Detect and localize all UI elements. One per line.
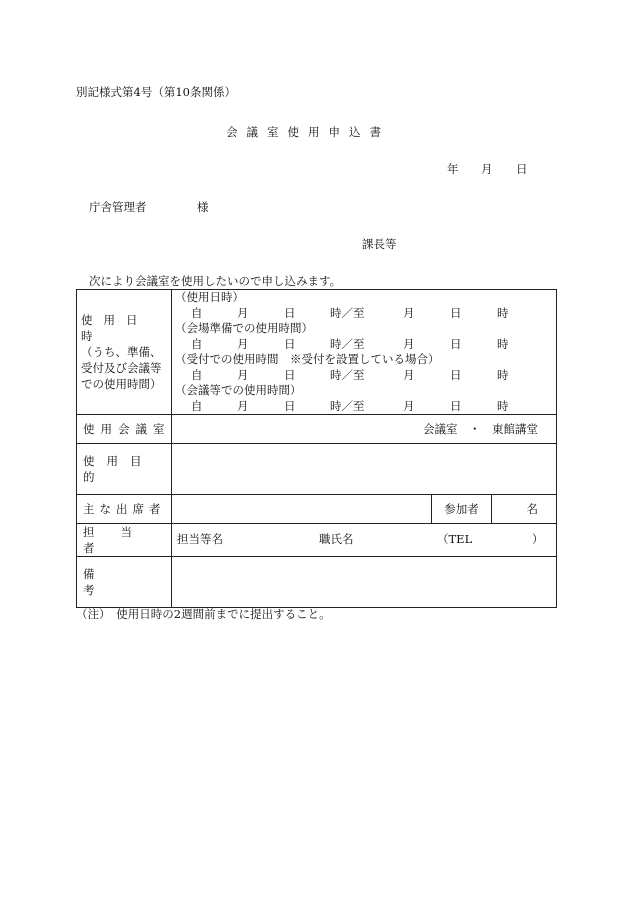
date-day: 日 (516, 162, 528, 176)
datetime-day-label: 日 (284, 336, 296, 351)
attendee-count-label: 参加者 (444, 502, 479, 516)
room-row (77, 415, 557, 444)
usage-datetime-row[interactable] (175, 399, 556, 415)
purpose-label-cell (77, 444, 172, 495)
contact-dept: 担当等名 (177, 532, 223, 546)
datetime-hour-label: 時 (497, 367, 509, 382)
remarks-label-cell (77, 557, 172, 608)
contact-tel-close: ） (532, 532, 544, 546)
usage-time-label-sub2: 受付及び会議等 (81, 361, 162, 375)
datetime-month-label: 月 (237, 398, 249, 413)
contact-tel-open: （TEL (437, 532, 473, 546)
usage-section-heading: （会場準備での使用時間） (175, 321, 313, 335)
datetime-month-label: 月 (237, 305, 249, 320)
datetime-from-label: 自 (191, 336, 203, 351)
usage-time-label: 使用日時 (81, 313, 149, 343)
datetime-day-label: 日 (284, 305, 296, 320)
datetime-day2-label: 日 (450, 305, 462, 320)
page-title: 会議室使用申込書 (226, 125, 390, 139)
usage-time-value-cell[interactable] (172, 290, 557, 415)
usage-datetime-row[interactable] (175, 306, 556, 322)
datetime-hour-to-label: 時／至 (330, 305, 365, 320)
room-label: 使用会議室 (83, 422, 171, 436)
datetime-month-label: 月 (237, 336, 249, 351)
datetime-day2-label: 日 (450, 367, 462, 382)
usage-section-heading: （会議等での使用時間） (175, 383, 302, 397)
attendees-row (77, 495, 557, 524)
datetime-from-label: 自 (191, 305, 203, 320)
remarks-row (77, 557, 557, 608)
usage-datetime-row[interactable] (175, 368, 556, 384)
attendees-label: 主な出席者 (83, 502, 166, 516)
form-reference: 別記様式第4号（第10条関係） (76, 85, 236, 99)
datetime-day2-label: 日 (450, 336, 462, 351)
purpose-value-cell[interactable] (172, 444, 557, 495)
usage-section-heading: （受付での使用時間 ※受付を設置している場合） (175, 352, 440, 366)
usage-time-label-sub3: での使用時間） (81, 377, 162, 391)
datetime-hour-label: 時 (497, 305, 509, 320)
honorific: 様 (197, 200, 209, 214)
contact-label: 担当者 (83, 525, 158, 555)
usage-time-label-cell (77, 290, 172, 415)
applicant-title: 課長等 (362, 237, 397, 251)
date-year: 年 (447, 162, 459, 176)
contact-row (77, 524, 557, 557)
contact-label-cell (77, 524, 172, 557)
datetime-month-label: 月 (237, 367, 249, 382)
datetime-hour-to-label: 時／至 (330, 336, 365, 351)
remarks-label: 備考 (83, 567, 153, 597)
room-value-cell[interactable] (172, 415, 557, 444)
room-label-cell (77, 415, 172, 444)
contact-name: 職氏名 (319, 532, 354, 546)
datetime-hour-to-label: 時／至 (330, 398, 365, 413)
datetime-day2-label: 日 (450, 398, 462, 413)
attendee-count-unit: 名 (526, 502, 538, 516)
room-value: 会議室 ・ 東館講堂 (423, 422, 538, 436)
attendees-label-cell (77, 495, 172, 524)
datetime-month2-label: 月 (403, 398, 415, 413)
usage-time-label-sub1: （うち、準備、 (81, 345, 162, 359)
purpose-label: 使用目的 (83, 454, 154, 484)
usage-time-sections (175, 290, 556, 414)
attendee-count-label-cell (432, 495, 492, 524)
purpose-row (77, 444, 557, 495)
datetime-from-label: 自 (191, 367, 203, 382)
attendee-count-cell[interactable] (492, 495, 557, 524)
datetime-hour-to-label: 時／至 (330, 367, 365, 382)
datetime-month2-label: 月 (403, 336, 415, 351)
datetime-day-label: 日 (284, 398, 296, 413)
datetime-day-label: 日 (284, 367, 296, 382)
datetime-hour-label: 時 (497, 336, 509, 351)
remarks-value-cell[interactable] (172, 557, 557, 608)
usage-section-heading: （使用日時） (175, 290, 244, 304)
footer-note: （注） 使用日時の2週間前までに提出すること。 (76, 607, 331, 621)
contact-value-cell[interactable] (172, 524, 557, 557)
intro-text: 次により会議室を使用したいので申し込みます。 (89, 274, 342, 288)
datetime-month2-label: 月 (403, 367, 415, 382)
usage-datetime-row[interactable] (175, 337, 556, 353)
addressee: 庁舎管理者 (89, 200, 147, 214)
application-form-table (76, 289, 557, 608)
datetime-hour-label: 時 (497, 398, 509, 413)
attendees-value-cell[interactable] (172, 495, 432, 524)
date-month: 月 (481, 162, 493, 176)
datetime-from-label: 自 (191, 398, 203, 413)
usage-time-row (77, 290, 557, 415)
datetime-month2-label: 月 (403, 305, 415, 320)
